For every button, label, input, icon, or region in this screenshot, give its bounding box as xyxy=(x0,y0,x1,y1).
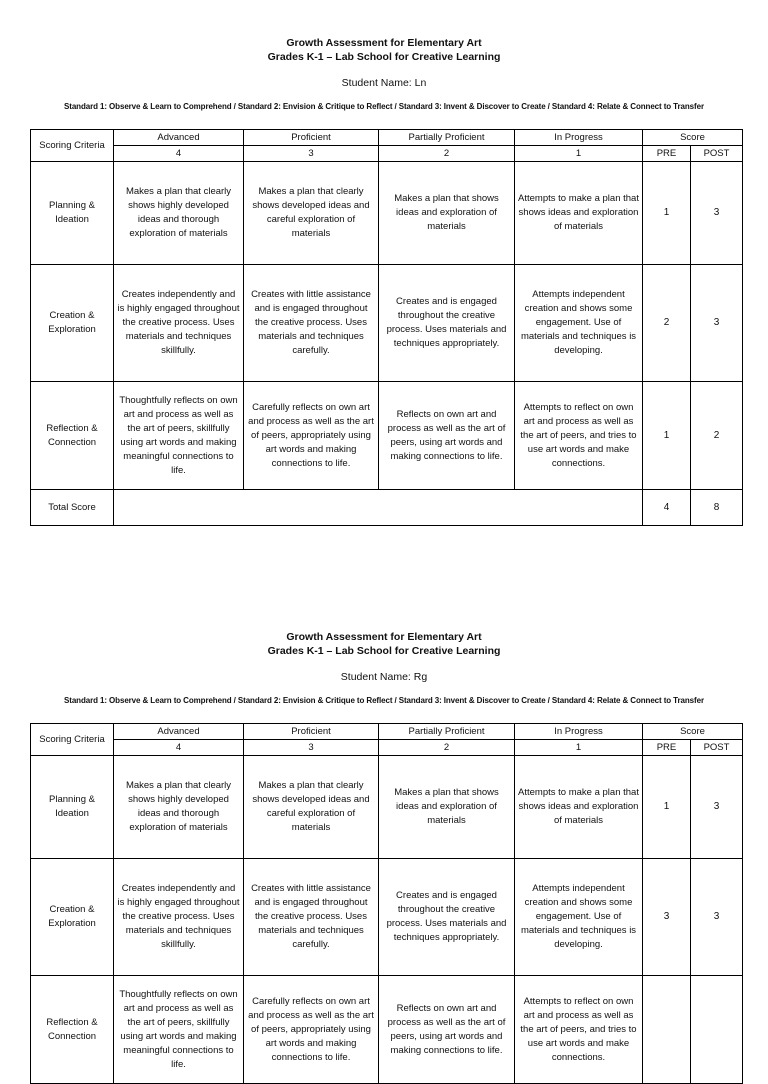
level-points: 4 xyxy=(114,146,244,162)
post-header: POST xyxy=(691,740,743,756)
descriptor-cell: Makes a plan that clearly shows developed ideas and careful exploration of materials xyxy=(244,162,379,265)
document-title-line1: Growth Assessment for Elementary Art xyxy=(286,37,482,49)
document-title-line2: Grades K-1 – Lab School for Creative Learning xyxy=(267,51,501,63)
descriptor-cell: Attempts to reflect on own art and process as well as the art of peers, and tries to use art words and make connections. xyxy=(515,382,643,490)
level-advanced-header: Advanced xyxy=(114,724,244,740)
score-header: Score xyxy=(643,130,743,146)
table-row xyxy=(31,382,743,490)
document-title-line2: Grades K-1 – Lab School for Creative Learning xyxy=(267,645,501,657)
header-row xyxy=(31,724,743,740)
post-score: 3 xyxy=(691,162,743,265)
table-row xyxy=(31,265,743,382)
table-row xyxy=(31,162,743,265)
total-pre-score: 4 xyxy=(643,490,691,526)
total-blank-cell xyxy=(114,490,643,526)
table-row xyxy=(31,976,743,1084)
level-partially-proficient-header: Partially Proficient xyxy=(379,130,515,146)
level-in-progress-header: In Progress xyxy=(515,724,643,740)
post-score: 3 xyxy=(691,756,743,859)
descriptor-cell: Makes a plan that clearly shows highly developed ideas and thorough exploration of materials xyxy=(114,756,244,859)
document-title-line1: Growth Assessment for Elementary Art xyxy=(286,631,482,643)
assessment-sheet-2 xyxy=(0,630,768,706)
assessment-sheet-1 xyxy=(0,36,768,112)
points-row xyxy=(31,146,743,162)
post-score: 3 xyxy=(691,265,743,382)
level-points: 3 xyxy=(244,740,379,756)
pre-header: PRE xyxy=(643,146,691,162)
descriptor-cell: Makes a plan that shows ideas and exploration of materials xyxy=(379,756,515,859)
rubric-table-2 xyxy=(30,723,743,1084)
descriptor-cell: Carefully reflects on own art and process as well as the art of peers, appropriately using art words and making connections to life. xyxy=(244,976,379,1084)
points-row xyxy=(31,740,743,756)
post-score xyxy=(691,976,743,1084)
level-proficient-header: Proficient xyxy=(244,724,379,740)
descriptor-cell: Attempts to reflect on own art and process as well as the art of peers, and tries to use art words and make connections. xyxy=(515,976,643,1084)
descriptor-cell: Creates independently and is highly engaged throughout the creative process. Uses materials and techniques skillfully. xyxy=(114,859,244,976)
total-score-label: Total Score xyxy=(31,490,114,526)
descriptor-cell: Attempts independent creation and shows some engagement. Use of materials and techniques is developing. xyxy=(515,859,643,976)
descriptor-cell: Creates with little assistance and is engaged throughout the creative process. Uses materials and techniques carefully. xyxy=(244,265,379,382)
table-row xyxy=(31,756,743,859)
descriptor-cell: Makes a plan that clearly shows highly developed ideas and thorough exploration of materials xyxy=(114,162,244,265)
level-partially-proficient-header: Partially Proficient xyxy=(379,724,515,740)
level-advanced-header: Advanced xyxy=(114,130,244,146)
level-points: 4 xyxy=(114,740,244,756)
total-row xyxy=(31,490,743,526)
standards-line: Standard 1: Observe & Learn to Comprehend / Standard 2: Envision & Critique to Reflect / Standard 3: Invent & Discover to Create / Standard 4: Relate & Connect to Transfer xyxy=(64,696,704,705)
descriptor-cell: Creates independently and is highly engaged throughout the creative process. Uses materials and techniques skillfully. xyxy=(114,265,244,382)
criterion-label: Reflection & Connection xyxy=(31,382,114,490)
descriptor-cell: Creates and is engaged throughout the creative process. Uses materials and techniques appropriately. xyxy=(379,265,515,382)
post-score: 3 xyxy=(691,859,743,976)
pre-score xyxy=(643,976,691,1084)
criterion-label: Planning & Ideation xyxy=(31,162,114,265)
level-points: 1 xyxy=(515,740,643,756)
level-points: 1 xyxy=(515,146,643,162)
scoring-criteria-header: Scoring Criteria xyxy=(31,130,114,162)
header-row xyxy=(31,130,743,146)
total-post-score: 8 xyxy=(691,490,743,526)
level-points: 2 xyxy=(379,146,515,162)
level-in-progress-header: In Progress xyxy=(515,130,643,146)
descriptor-cell: Attempts to make a plan that shows ideas and exploration of materials xyxy=(515,756,643,859)
descriptor-cell: Attempts independent creation and shows some engagement. Use of materials and techniques is developing. xyxy=(515,265,643,382)
rubric-table-1 xyxy=(30,129,743,526)
student-name: Student Name: Rg xyxy=(340,671,428,683)
descriptor-cell: Reflects on own art and process as well as the art of peers, using art words and making connections to life. xyxy=(379,976,515,1084)
level-points: 3 xyxy=(244,146,379,162)
descriptor-cell: Thoughtfully reflects on own art and process as well as the art of peers, skillfully using art words and making meaningful connections to life. xyxy=(114,976,244,1084)
descriptor-cell: Carefully reflects on own art and process as well as the art of peers, appropriately using art words and making connections to life. xyxy=(244,382,379,490)
pre-score: 1 xyxy=(643,162,691,265)
descriptor-cell: Thoughtfully reflects on own art and process as well as the art of peers, skillfully using art words and making meaningful connections to life. xyxy=(114,382,244,490)
descriptor-cell: Makes a plan that shows ideas and exploration of materials xyxy=(379,162,515,265)
descriptor-cell: Makes a plan that clearly shows developed ideas and careful exploration of materials xyxy=(244,756,379,859)
descriptor-cell: Creates and is engaged throughout the creative process. Uses materials and techniques appropriately. xyxy=(379,859,515,976)
post-header: POST xyxy=(691,146,743,162)
level-points: 2 xyxy=(379,740,515,756)
table-row xyxy=(31,859,743,976)
criterion-label: Creation & Exploration xyxy=(31,859,114,976)
pre-score: 3 xyxy=(643,859,691,976)
post-score: 2 xyxy=(691,382,743,490)
descriptor-cell: Creates with little assistance and is engaged throughout the creative process. Uses materials and techniques carefully. xyxy=(244,859,379,976)
scoring-criteria-header: Scoring Criteria xyxy=(31,724,114,756)
pre-score: 1 xyxy=(643,382,691,490)
criterion-label: Creation & Exploration xyxy=(31,265,114,382)
descriptor-cell: Reflects on own art and process as well as the art of peers, using art words and making connections to life. xyxy=(379,382,515,490)
pre-score: 1 xyxy=(643,756,691,859)
score-header: Score xyxy=(643,724,743,740)
level-proficient-header: Proficient xyxy=(244,130,379,146)
pre-score: 2 xyxy=(643,265,691,382)
criterion-label: Reflection & Connection xyxy=(31,976,114,1084)
descriptor-cell: Attempts to make a plan that shows ideas and exploration of materials xyxy=(515,162,643,265)
student-name: Student Name: Ln xyxy=(341,77,427,89)
criterion-label: Planning & Ideation xyxy=(31,756,114,859)
standards-line: Standard 1: Observe & Learn to Comprehend / Standard 2: Envision & Critique to Reflect / Standard 3: Invent & Discover to Create / Standard 4: Relate & Connect to Transfer xyxy=(64,102,704,111)
pre-header: PRE xyxy=(643,740,691,756)
